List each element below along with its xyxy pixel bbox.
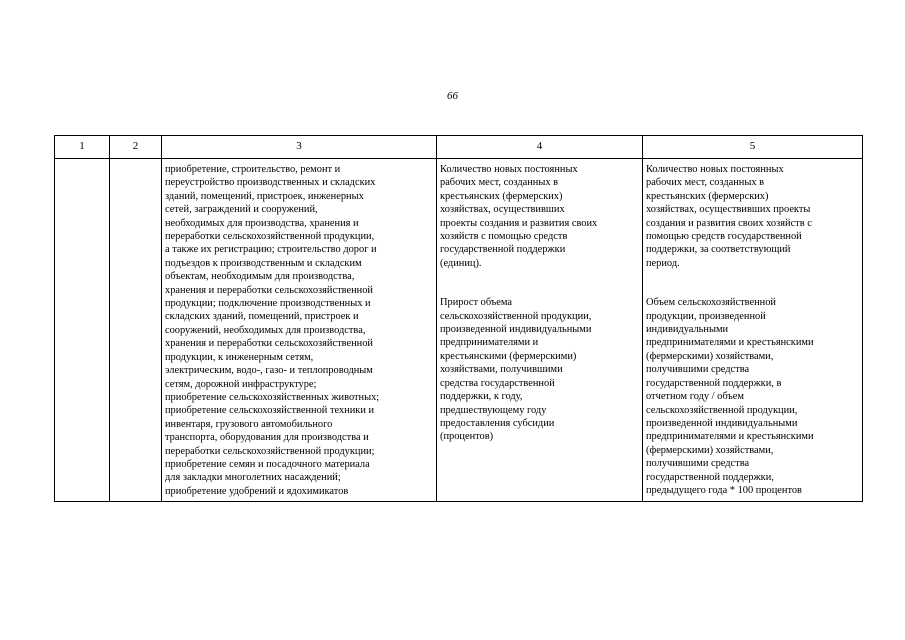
paragraph-gap [440,270,639,296]
header-col-4: 4 [437,136,643,159]
header-col-3: 3 [162,136,437,159]
paragraph-gap [646,270,859,296]
header-col-5: 5 [643,136,863,159]
cell-col-5 [643,159,863,502]
page-number: 66 [447,90,458,102]
table-header-row [55,136,863,159]
indicators-table [54,135,863,502]
cell-col-1 [55,159,110,502]
cell-col-4 [437,159,643,502]
header-col-1: 1 [55,136,110,159]
cell-col-2 [110,159,162,502]
table-row [55,159,863,502]
indicator-production-growth: Прирост объема сельскохозяйственной продукции, произведенной индивидуальными предпринимателями и крестьянскими (фермерскими) хозяйствами, получившими средства государственной поддержки, к году, предшествующему году предоставления субсидии (процентов) [440,297,592,443]
cost-directions-text: приобретение, строительство, ремонт и переустройство производственных и складских зданий, помещений, пристроек, инженерных сетей, заграждений и сооружений, необходимых для производства, хранения и переработки сельскохозяйственной продукции, а также их регистрацию; строительство дорог и подъездов к производственным и складским объектам, необходимым для производства, хранения и переработки сельскохозяйственной продукции; подключение производственных и складских зданий, помещений, пристроек и сооружений, необходимых для производства, хранения и переработки сельскохозяйственной продукции, к инженерным сетям, электрическим, водо-, газо- и теплопроводным сетям, дорожной инфраструктуре; приобретение сельскохозяйственных животных; приобретение сельскохозяйственной техники и инвентаря, грузового автомобильного транспорта, оборудования для производства и переработки сельскохозяйственной продукции; приобретение семян и посадочного материала для закладки многолетних насаждений; приобретение удобрений и ядохимикатов [165,164,380,497]
indicator-new-jobs: Количество новых постоянных рабочих мест, созданных в крестьянских (фермерских) хозяйствах, осуществивших проекты создания и развития своих хозяйств с помощью средств государственной поддержки (единиц). [440,164,598,269]
method-new-jobs: Количество новых постоянных рабочих мест, созданных в крестьянских (фермерских) хозяйствах, осуществивших проекты создания и развития своих хозяйств с помощью средств государственной поддержки, за соответствующий период. [646,164,812,269]
header-col-2: 2 [110,136,162,159]
cell-col-3 [162,159,437,502]
method-production-growth: Объем сельскохозяйственной продукции, произведенной индивидуальными предпринимателями и крестьянскими (фермерскими) хозяйствами, получившими средства государственной поддержки, в отчетном году / объем сельскохозяйственной продукции, произведенной индивидуальными предпринимателями и крестьянскими (фермерскими) хозяйствами, получившими средства государственной поддержки, предыдущего года * 100 процентов [646,297,814,496]
